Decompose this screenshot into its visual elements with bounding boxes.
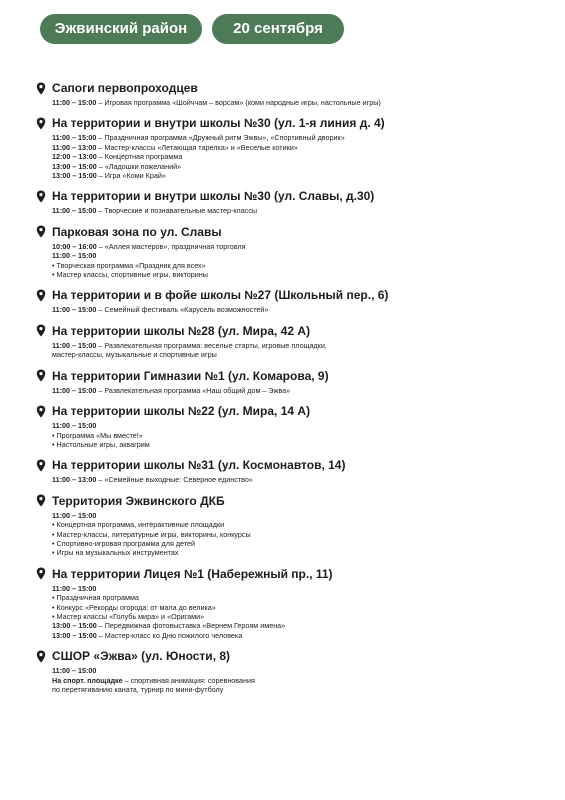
- schedule-line: [52, 440, 536, 449]
- location-header: [36, 457, 536, 473]
- schedule-line: [52, 152, 536, 161]
- schedule-line: [52, 251, 536, 260]
- location-title: Парковая зона по ул. Славы: [52, 224, 222, 239]
- schedule-line: [52, 143, 536, 152]
- location-pin-icon: [36, 82, 46, 95]
- schedule-line: [52, 539, 536, 548]
- schedule-text: мастер-классы, музыкальные и спортивные игры: [52, 350, 217, 360]
- schedule-text: • Творческая программа «Праздник для всех»: [52, 260, 206, 270]
- location-title: На территории Гимназии №1 (ул. Комарова, 9): [52, 368, 329, 383]
- location-header: [36, 224, 536, 240]
- location-pin-icon: [36, 289, 46, 302]
- location-pin-icon: [36, 324, 46, 337]
- schedule-text: • Игры на музыкальных инструментах: [52, 548, 179, 558]
- schedule-time: 11:00 – 15:00: [52, 206, 97, 216]
- schedule-line: [52, 421, 536, 430]
- schedule-line: [52, 350, 536, 359]
- schedule-time: 11:00 – 15:00: [52, 251, 97, 261]
- schedule-line: [52, 305, 536, 314]
- schedule-line: [52, 593, 536, 602]
- schedule-line: [52, 133, 536, 142]
- schedule-text: – Мастер-классы «Летающая тарелка» и «Веселые котики»: [96, 142, 298, 152]
- schedule-time: 11:00 – 15:00: [52, 98, 97, 107]
- schedule-text: – Творческие и познавательные мастер-классы: [96, 206, 258, 216]
- schedule-text: – Развлекательная программа: веселые старты, игровые площадки,: [96, 340, 327, 350]
- location-header: [36, 287, 536, 303]
- schedule-time: 11:00 – 15:00: [52, 510, 97, 520]
- schedule-line: [52, 612, 536, 621]
- schedule-text: – спортивная анимация: соревнования: [122, 675, 255, 685]
- schedule-line: [52, 98, 536, 107]
- schedule-time: 13:00 – 15:00: [52, 630, 97, 640]
- location-header: [36, 566, 536, 582]
- schedule-text: – «Аллея мастеров», праздничная торговля: [96, 241, 246, 251]
- schedule-line: [52, 242, 536, 251]
- schedule-text: – «Ладошки пожеланий»: [96, 161, 182, 171]
- location-section: [36, 224, 536, 280]
- location-section: [36, 115, 536, 180]
- location-header: [36, 368, 536, 384]
- schedule-time: 11:00 – 15:00: [52, 340, 97, 350]
- location-section: [36, 403, 536, 449]
- schedule-time: 12:00 – 13:00: [52, 152, 97, 162]
- location-section: [36, 188, 536, 215]
- schedule-line: [52, 475, 536, 484]
- schedule-time: 10:00 – 16:00: [52, 241, 97, 251]
- schedule-text: – «Семейные выходные: Северное единство»: [96, 475, 253, 485]
- schedule-text: • Концертная программа, интерактивные площадки: [52, 520, 225, 530]
- location-title: СШОР «Эжва» (ул. Юности, 8): [52, 649, 231, 664]
- location-pin-icon: [36, 190, 46, 203]
- schedule-line: [52, 270, 536, 279]
- schedule-time: На спорт. площадке: [52, 675, 123, 685]
- location-section: [36, 323, 536, 360]
- location-title: На территории и внутри школы №30 (ул. 1-я линия д. 4): [52, 116, 385, 131]
- schedule-text: – Мастер-класс ко Дню пожилого человека: [96, 630, 243, 640]
- location-title: На территории школы №28 (ул. Мира, 42 А): [52, 323, 311, 338]
- location-pin-icon: [36, 117, 46, 130]
- schedule-line: [52, 548, 536, 557]
- schedule-line: [52, 520, 536, 529]
- district-label: Эжвинский район: [40, 14, 202, 44]
- schedule-time: 11:00 – 15:00: [52, 421, 97, 431]
- location-pin-icon: [36, 567, 46, 580]
- location-header: [36, 188, 536, 204]
- schedule-text: • Программа «Мы вместе!»: [52, 430, 143, 440]
- schedule-time: 11:00 – 15:00: [52, 666, 97, 676]
- schedule-line: [52, 530, 536, 539]
- schedule-line: [52, 511, 536, 520]
- schedule-line: [52, 171, 536, 180]
- schedule-text: – Праздничная программа «Дружный ритм Эжвы», «Спортивный дворик»: [96, 133, 345, 143]
- schedule-text: • Настольные игры, аквагрим: [52, 439, 150, 449]
- schedule-line: [52, 676, 536, 685]
- location-section: [36, 648, 536, 694]
- schedule-line: [52, 666, 536, 675]
- location-title: На территории школы №22 (ул. Мира, 14 А): [52, 404, 311, 419]
- schedule-time: 13:00 – 15:00: [52, 621, 97, 631]
- location-pin-icon: [36, 225, 46, 238]
- schedule-time: 11:00 – 13:00: [52, 142, 97, 152]
- schedule-line: [52, 341, 536, 350]
- schedule-line: [52, 162, 536, 171]
- schedule-time: 11:00 – 15:00: [52, 583, 97, 593]
- location-title: Сапоги первопроходцев: [52, 81, 198, 95]
- schedule-text: – Семейный фестиваль «Карусель возможностей»: [96, 305, 269, 315]
- location-pin-icon: [36, 650, 46, 663]
- location-pin-icon: [36, 369, 46, 382]
- schedule-text: по перетягиванию каната, турнир по мини-футболу: [52, 685, 224, 694]
- schedule-line: [52, 206, 536, 215]
- location-header: [36, 648, 536, 664]
- header: [40, 14, 344, 44]
- schedule-line: [52, 386, 536, 395]
- schedule-text: – Передвижная фотовыставка «Вернем Героям имена»: [96, 621, 286, 631]
- schedule-text: • Спортивно-игровая программа для детей: [52, 538, 196, 548]
- location-header: [36, 115, 536, 131]
- schedule-time: 13:00 – 15:00: [52, 171, 97, 181]
- schedule-line: [52, 685, 536, 694]
- location-header: [36, 323, 536, 339]
- schedule-text: • Праздничная программа: [52, 593, 139, 603]
- event-list: [36, 80, 536, 702]
- location-title: На территории Лицея №1 (Набережный пр., 11): [52, 566, 333, 581]
- schedule-time: 11:00 – 15:00: [52, 133, 97, 143]
- location-header: [36, 493, 536, 509]
- schedule-time: 11:00 – 15:00: [52, 385, 97, 395]
- location-title: Территория Эжвинского ДКБ: [52, 493, 225, 508]
- schedule-text: – Игровая программа «Шойччам – ворсам» (коми народные игры, настольные игры): [96, 98, 381, 107]
- schedule-text: • Мастер-классы, литературные игры, викторины, конкурсы: [52, 529, 251, 539]
- schedule-line: [52, 621, 536, 630]
- schedule-time: 11:00 – 13:00: [52, 475, 97, 485]
- location-pin-icon: [36, 494, 46, 507]
- location-section: [36, 457, 536, 484]
- date-label: 20 сентября: [212, 14, 344, 44]
- location-title: На территории и внутри школы №30 (ул. Славы, д.30): [52, 189, 375, 204]
- location-header: [36, 403, 536, 419]
- schedule-line: [52, 261, 536, 270]
- schedule-text: – Игра «Коми Край»: [96, 171, 166, 181]
- schedule-text: – Концертная программа: [96, 152, 183, 162]
- schedule-text: • Конкурс «Рекорды огорода: от мала до велика»: [52, 602, 216, 612]
- schedule-text: • Мастер классы «Голубь мира» и «Оригами»: [52, 611, 205, 621]
- location-section: [36, 368, 536, 395]
- location-section: [36, 493, 536, 558]
- schedule-text: – Развлекательная программа «Наш общий дом – Эжва»: [96, 385, 291, 395]
- location-section: [36, 287, 536, 314]
- schedule-time: 13:00 – 15:00: [52, 161, 97, 171]
- schedule-line: [52, 603, 536, 612]
- location-pin-icon: [36, 459, 46, 472]
- location-title: На территории и в фойе школы №27 (Школьный пер., 6): [52, 288, 389, 303]
- schedule-text: • Мастер классы, спортивные игры, викторины: [52, 270, 208, 280]
- location-title: На территории школы №31 (ул. Космонавтов, 14): [52, 458, 346, 473]
- location-section: [36, 566, 536, 640]
- location-header: [36, 80, 536, 96]
- location-section: [36, 80, 536, 107]
- schedule-line: [52, 431, 536, 440]
- schedule-time: 11:00 – 15:00: [52, 305, 97, 315]
- schedule-line: [52, 584, 536, 593]
- location-pin-icon: [36, 405, 46, 418]
- schedule-line: [52, 631, 536, 640]
